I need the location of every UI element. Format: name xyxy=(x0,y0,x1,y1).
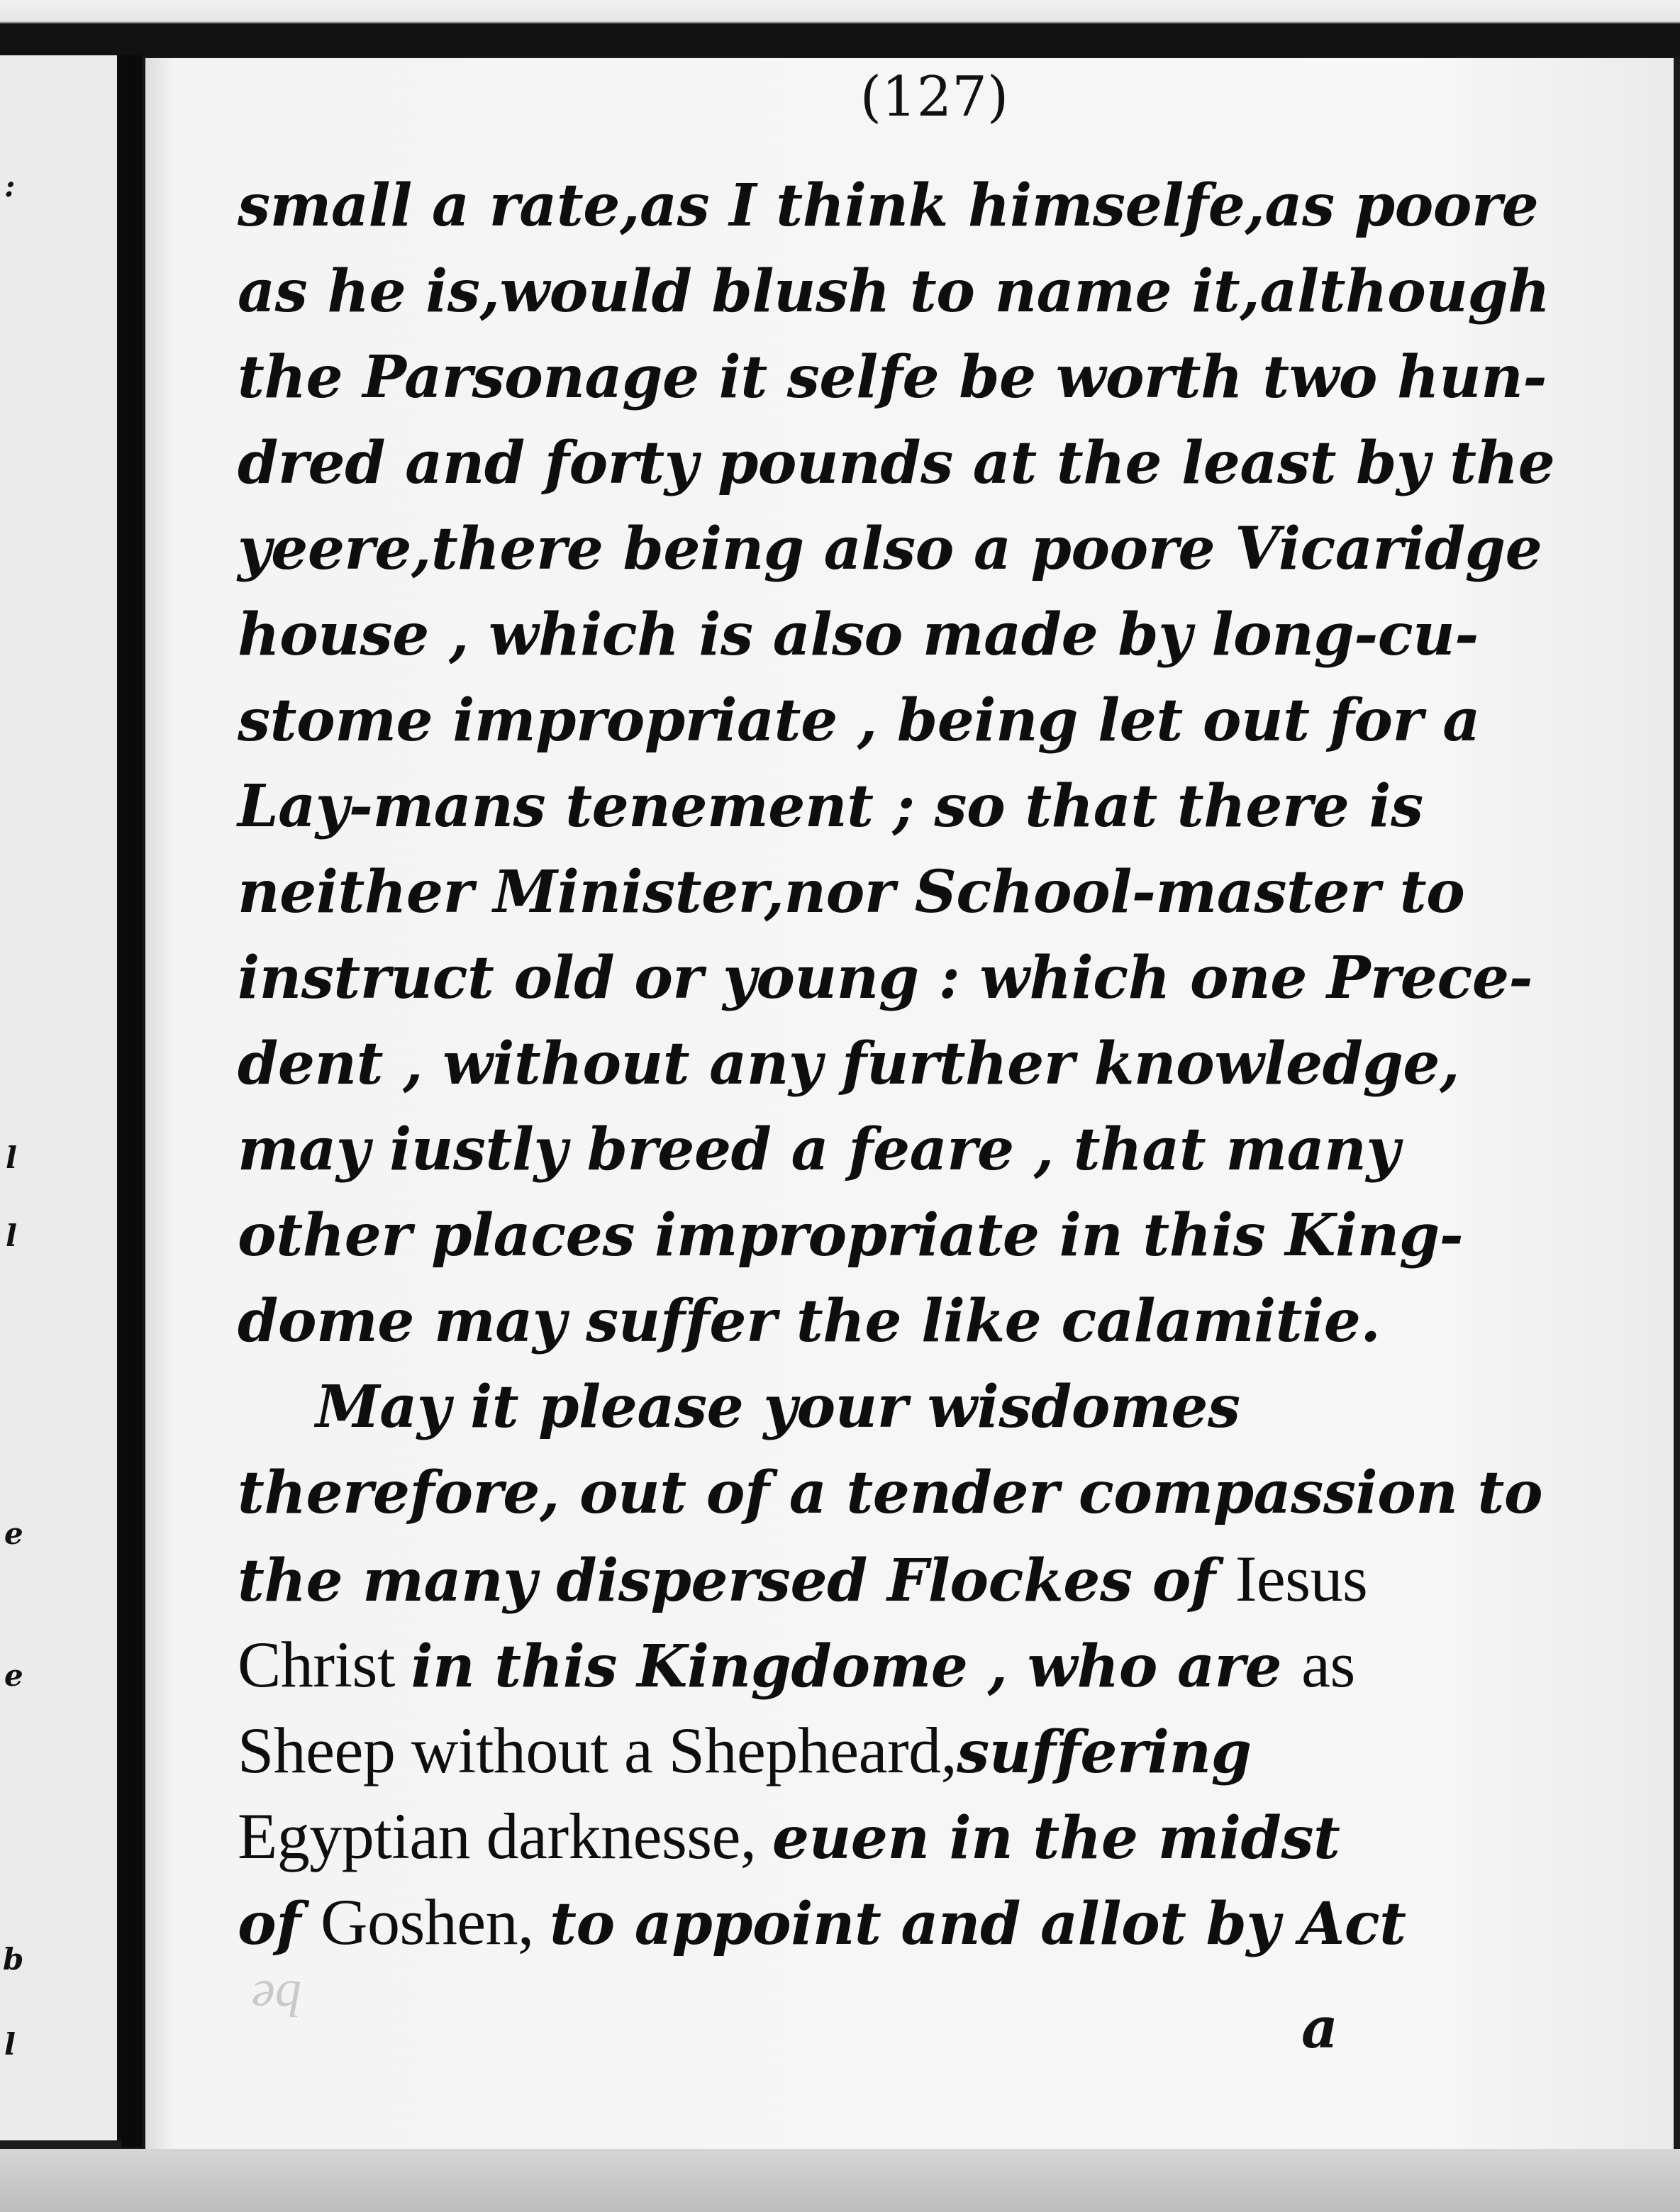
text-line xyxy=(238,1365,1486,1450)
text-run: Lay-mans tenement ; so that there is xyxy=(238,772,1423,840)
text-run: as he is,would blush to name it,although xyxy=(238,257,1550,326)
scan-bottom-edge xyxy=(0,2149,1680,2212)
book-page xyxy=(142,58,1674,2154)
text-line xyxy=(238,678,1486,764)
text-line xyxy=(238,421,1555,506)
show-through-text: ǝq xyxy=(252,1960,301,2018)
text-run: May it please your wisdomes xyxy=(316,1373,1240,1441)
text-run: instruct old or young : which one Prece- xyxy=(238,944,1533,1012)
text-line xyxy=(238,1021,1486,1107)
text-line xyxy=(238,1450,1543,1536)
text-line xyxy=(238,935,1533,1021)
book-gutter xyxy=(121,55,143,2147)
facing-page-glyph: l xyxy=(6,1140,17,1175)
text-run: dent , without any further knowledge, xyxy=(238,1030,1459,1098)
text-line xyxy=(238,1708,1486,1794)
catchword: a xyxy=(1301,1994,1338,2061)
text-run: the many dispersed Flockes of xyxy=(238,1547,1235,1615)
text-run: Egyptian darknesse, xyxy=(238,1800,772,1872)
scan-top-edge xyxy=(0,0,1680,57)
text-run: of xyxy=(238,1890,321,1958)
text-line xyxy=(238,1622,1486,1708)
text-line xyxy=(238,1279,1486,1365)
text-run: therefore, out of a tender compassion to xyxy=(238,1459,1543,1527)
text-line xyxy=(238,249,1550,335)
text-line xyxy=(238,1536,1486,1622)
text-run: neither Minister,nor School-master to xyxy=(238,858,1465,926)
facing-page-glyph: e xyxy=(4,1658,23,1693)
text-run: other places impropriate in this King- xyxy=(238,1201,1464,1269)
text-line xyxy=(238,506,1542,592)
facing-page-glyph: l xyxy=(4,2027,16,2062)
text-line xyxy=(238,1193,1486,1279)
page-number: (127) xyxy=(860,65,1009,129)
text-run: dome may suffer the like calamitie. xyxy=(238,1287,1381,1355)
text-run: house , which is also made by long-cu- xyxy=(238,601,1479,669)
text-run: Goshen, xyxy=(321,1886,550,1958)
body-text xyxy=(238,163,1555,1965)
text-run: suffering xyxy=(957,1718,1252,1786)
text-run: to appoint and allot by Act xyxy=(550,1890,1406,1958)
facing-page-edge xyxy=(0,55,121,2140)
text-run: Christ xyxy=(238,1628,411,1701)
text-run: Sheep without a Shepheard, xyxy=(238,1714,957,1786)
text-run: yeere,there being also a poore Vicaridge xyxy=(238,515,1542,583)
facing-page-glyph: e xyxy=(4,1516,23,1551)
text-run: as xyxy=(1301,1628,1355,1701)
facing-page-glyph: b xyxy=(3,1942,24,1977)
text-line xyxy=(238,592,1486,678)
text-run: in this Kingdome , who are xyxy=(411,1633,1302,1701)
text-run: may iustly breed a feare , that many xyxy=(238,1116,1400,1184)
text-line xyxy=(238,764,1486,850)
text-run: small a rate,as I think himselfe,as poore xyxy=(238,172,1539,240)
text-run: Iesus xyxy=(1235,1543,1368,1615)
text-run: stome impropriate , being let out for a xyxy=(238,687,1480,755)
facing-page-glyph: : xyxy=(4,169,16,204)
text-line xyxy=(238,1107,1486,1193)
text-run: dred and forty pounds at the least by the xyxy=(238,429,1555,497)
text-line xyxy=(238,163,1539,249)
text-run: the Parsonage it selfe be worth two hun- xyxy=(238,343,1547,411)
facing-page-glyph: l xyxy=(6,1218,17,1253)
text-line xyxy=(238,850,1486,935)
text-line xyxy=(238,335,1547,421)
text-line xyxy=(238,1794,1486,1879)
text-line xyxy=(238,1879,1486,1965)
text-run: euen in the midst xyxy=(772,1804,1340,1872)
